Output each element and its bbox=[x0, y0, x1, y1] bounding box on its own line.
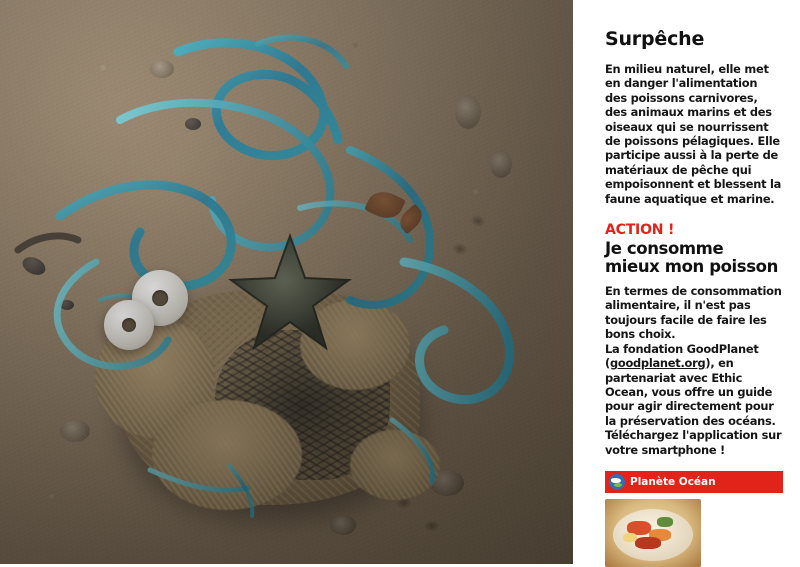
food-bit bbox=[635, 537, 661, 549]
article-paragraph: En milieu naturel, elle met en danger l'alimentation des poissons carnivores, des animaux marins et des oiseaux qui se nourrissent de poissons pélagiques. Elle participe aussi à la perte de matériaux de pêche qui empoisonnent et blessent la faune aquatique et marine. bbox=[605, 62, 782, 206]
action-text-first: En termes de consommation alimentaire, il n'est pas toujours facile de faire les bons choix. bbox=[605, 284, 782, 342]
fish-dish-photo bbox=[605, 499, 701, 567]
logo-label: Planète Océan bbox=[630, 475, 716, 488]
page-title: Surpêche bbox=[605, 28, 705, 50]
planete-ocean-logo bbox=[605, 471, 783, 493]
action-text-tail: ), en partenariat avec Ethic Ocean, vous offre un guide pour agir directement pour la préservation des océans. Téléchargez l'application sur votre smartphone ! bbox=[605, 356, 782, 457]
goodplanet-link[interactable]: goodplanet.org bbox=[609, 356, 706, 371]
globe-icon bbox=[609, 474, 625, 490]
article-column bbox=[573, 0, 800, 564]
action-text-lead: La fondation GoodPlanet ( bbox=[605, 341, 759, 371]
action-title: Je consomme mieux mon poisson bbox=[605, 239, 778, 277]
action-text-second bbox=[605, 342, 782, 457]
food-bit bbox=[657, 517, 673, 527]
action-label: ACTION ! bbox=[605, 222, 675, 239]
food-bit bbox=[623, 533, 637, 542]
